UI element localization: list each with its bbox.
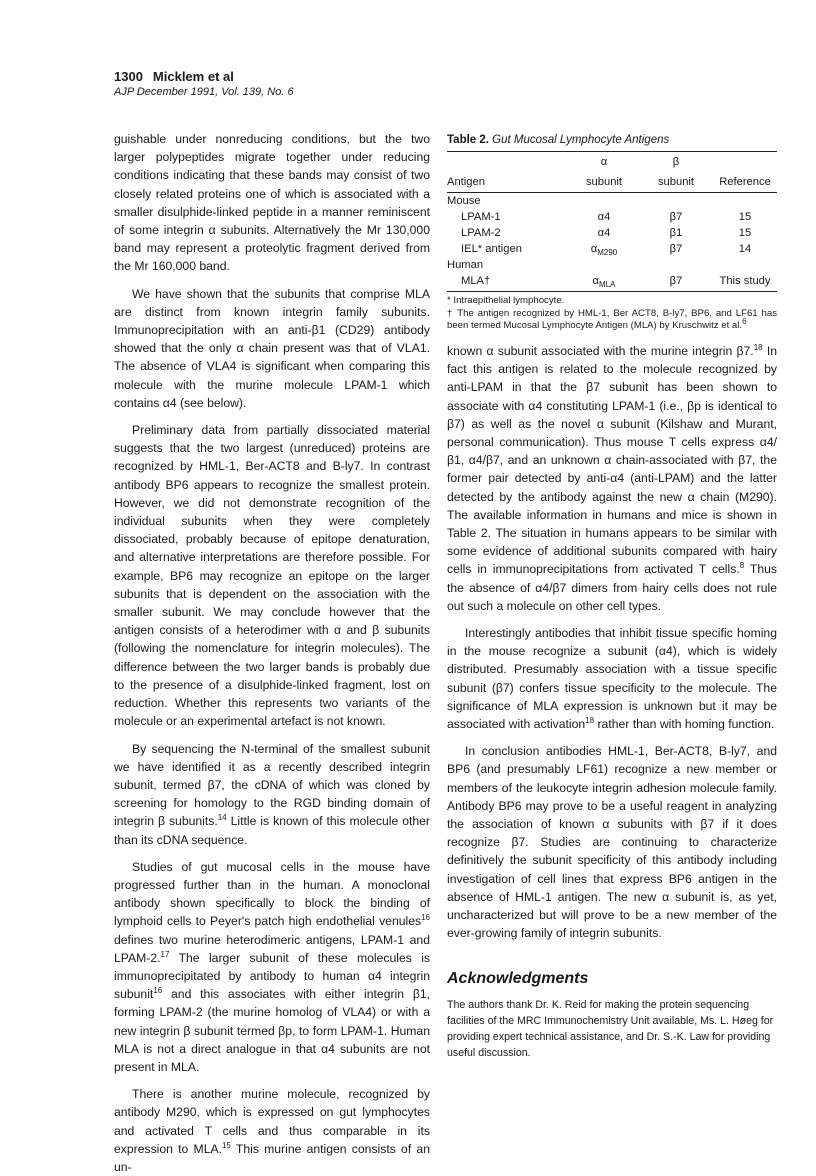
acknowledgments-heading: Acknowledgments	[447, 969, 589, 987]
column-header: Antigen	[447, 172, 569, 193]
group-row	[447, 193, 777, 210]
paragraph: In conclusion antibodies HML-1, Ber-ACT8, B-ly7, and BP6 (and presumably LF61) recognize a new member or members of the leukocyte integrin adhesion molecule family. Antibody BP6 may prove to be a useful reagent in analyzing the association of known α subunits with β7 if it does recognize β7. Studies are continuing to characterize definitively the subunit specificity of this antibody including investigation of cell lines that express BP6 antigen in the absence of HML-1 antigen. The new α subunit is, as yet, uncharacterized but will prove to be a new member of the ever-growing family of integrin subunits.	[447, 744, 777, 941]
running-header	[114, 69, 514, 100]
column-header: subunit	[569, 172, 639, 193]
header-alpha-symbol: α	[569, 152, 639, 173]
paragraph: By sequencing the N-terminal of the smallest subunit we have identified it as a recently described integrin subunit, termed β7, the cDNA of which was cloned by screening for homology to the RGD binding domain of integrin β subunits.$^{14}$ Little is known of this molecule other than its cDNA sequence.	[114, 741, 430, 847]
citation-ref: 18	[585, 716, 595, 725]
group-row	[447, 257, 777, 273]
table-caption	[447, 133, 777, 147]
data-table	[447, 151, 777, 292]
table-title: Gut Mucosal Lymphocyte Antigens	[492, 134, 670, 146]
citation-ref: 8	[739, 561, 745, 571]
paragraph: We have shown that the subunits that comprise MLA are distinct from known integrin family subunits. Immunoprecipitation with an anti-β1 (CD29) antibody showed that the only α chain present was that of VLA1. The absence of VLA4 is significant when comparing this molecule with the murine molecule LPAM-1 which contains α4 (see below).	[114, 286, 430, 410]
group-label: Human	[447, 259, 484, 271]
citation-ref: 14	[217, 813, 227, 823]
footnote: † The antigen recognized by HML-1, Ber ACT8, B-ly7, BP6, and LF61 has been termed Mucosal Lymphocyte Antigen (MLA) by Kruschwitz et al.$^6$	[447, 308, 777, 331]
column-header: Reference	[713, 172, 777, 193]
acknowledgments-text: The authors thank Dr. K. Reid for making the protein sequencing facilities of the MRC Immunochemistry Unit available, Ms. L. Høeg for providing expert technical assistance, and Dr. S.-K. Law for providing useful discussion.	[447, 998, 774, 1059]
citation-ref: 15	[221, 1140, 231, 1150]
paragraph: Interestingly antibodies that inhibit tissue specific homing in the mouse recognize a subunit (α4), which is widely distributed. Presumably association with a tissue specific subunit (β7) confers tissue specificity to the molecule. The significance of MLA expression is unknown but it may be associated with activation$^{18}$ rather than with homing function.	[447, 626, 777, 732]
table-label: Table 2.	[447, 134, 489, 146]
citation-ref: 16	[421, 913, 430, 923]
paragraph: Studies of gut mucosal cells in the mouse have progressed further than in the human. A monoclonal antibody shown specifically to block the binding of lymphoid cells to Peyer's patch high endothelial venules$^{16}$ defines two murine heterodimeric antigens, LPAM-1 and LPAM-2.17 The larger subunit of these molecules is immunoprecipitated by antibody to human α4 integrin subunit$^{16}$ and this associates with either integrin β1, forming LPAM-2 (the murine homolog of VLA4) or with a new integrin β subunit termed βp, to form LPAM-1. Human MLA is not a direct analogue in that α4 subunits are not present in MLA.	[114, 859, 430, 1074]
table-2	[447, 133, 777, 332]
page-number: 1300	[114, 69, 143, 84]
authors: Micklem et al	[152, 69, 234, 84]
column-header: subunit	[639, 172, 713, 193]
table-footnotes	[447, 295, 777, 332]
journal-citation: AJP December 1991, Vol. 139, No. 6	[114, 86, 294, 98]
right-column	[447, 133, 777, 1061]
citation-ref: 17	[160, 949, 170, 959]
paragraph: known α subunit associated with the murine integrin β7.18 In fact this antigen is related to the molecule recognized by anti-LPAM in that the β7 subunit has been shown to associate with α4 constituting LPAM-1 (i.e., βp is identical to β7) as well as the novel α subunit (Kilshaw and Murant, personal communication). Thus mouse T cells express α4/β1, α4/β7, and an unknown α chain-associated with β7, the former pair detected by anti-α4 (anti-LPAM) and the latter detected by the antibody against the new α chain (M290). The available information in humans and mice is shown in Table 2. The situation in humans appears to be similar with some evidence of additional subunits compared with hairy cells in immunoprecipitations from activated T cells.$^8$ Thus the absence of α4/β7 dimers from hairy cells does not rule out such a molecule on other cell types.	[447, 342, 778, 613]
left-column	[114, 130, 430, 1176]
citation-ref: 18	[753, 342, 763, 352]
table-row: LPAM-2 α4 β1 15	[461, 227, 752, 239]
table-row: LPAM-1 α4 β7 15	[461, 211, 752, 223]
table-row: MLA† $\alpha_{MLA}$ β7 This study	[447, 273, 777, 292]
header-antigen	[447, 152, 569, 173]
paragraph: Preliminary data from partially dissociated material suggests that the two largest (unreduced) proteins are recognized by HML-1, Ber-ACT8 and B-ly7. In contrast antibody BP6 appears to recognize the smallest protein. However, we did not demonstrate recognition of the individual subunits when they were completely dissociated, probably because of epitope denaturation, and alternative interpretations are therefore possible. For example, BP6 may recognize an epitope on the larger subunits that is dependent on the association with the smaller subunit. We may conclude however that the antigen consists of a heterodimer with α and β subunits (following the nomenclature for integrin molecules). The difference between the two larger bands is probably due to the presence of a disulphide-linked fragment, lost on reduction. Whether this represents two variants of the molecule or an experimental artefact is not known.	[114, 423, 430, 729]
group-label: Mouse	[447, 195, 481, 207]
header-line	[114, 69, 514, 85]
header-beta-symbol: β	[639, 152, 713, 173]
paragraph: guishable under nonreducing conditions, but the two larger polypeptides migrate together under reducing conditions indicating that these bands may consist of two closely related proteins one of which is associated with a smaller disulphide-linked peptide in a manner reminiscent of some integrin α subunits. Alternatively the Mr 130,000 band may represent a proteolytic fragment derived from the Mr 160,000 band.	[114, 132, 430, 274]
citation-ref: 16	[153, 986, 163, 996]
footnote: * Intraepithelial lymphocyte.	[447, 295, 565, 306]
table-row: IEL* antigen $\alpha_{M290}$ β7 14	[461, 243, 752, 258]
paragraph: There is another murine molecule, recognized by antibody M290, which is expressed on gut lymphocytes and activated T cells and thus comparable in its expression to MLA.$^{15}$ This murine antigen consists of an un-	[114, 1087, 430, 1174]
